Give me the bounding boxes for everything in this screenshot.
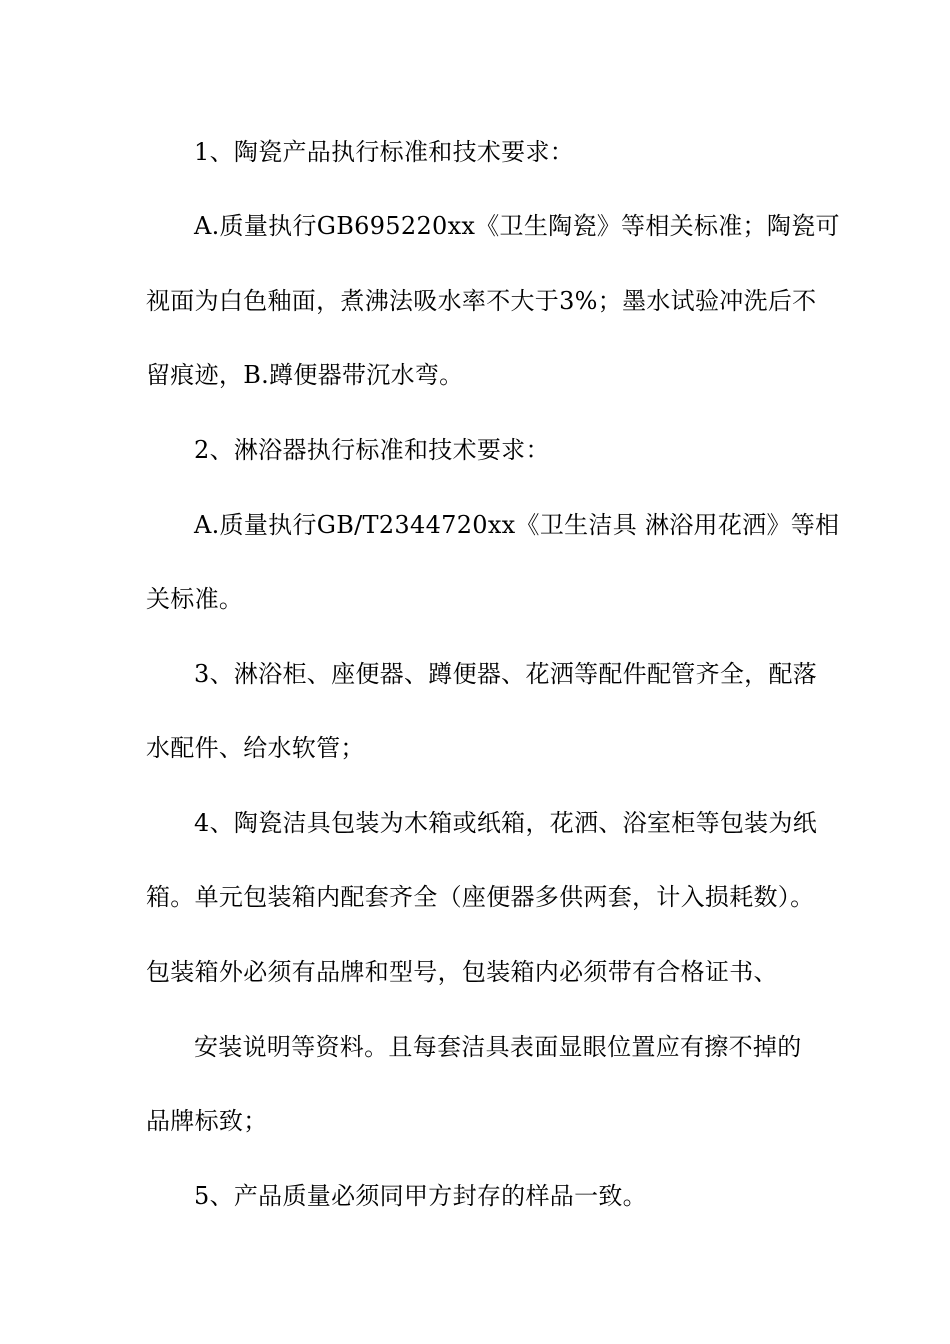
paragraph-line: 留痕迹，B.蹲便器带沉水弯。 [146,361,464,389]
paragraph-line: 包装箱外必须有品牌和型号，包装箱内必须带有合格证书、 [146,958,778,986]
section-4-line: 4、陶瓷洁具包装为木箱或纸箱，花洒、浴室柜等包装为纸 [194,809,818,837]
paragraph-line: A.质量执行GB/T2344720xx《卫生洁具 淋浴用花洒》等相 [194,511,840,539]
paragraph-line: 安装说明等资料。且每套洁具表面显眼位置应有擦不掉的 [194,1033,802,1061]
paragraph-line: 品牌标致； [146,1107,268,1135]
paragraph-line: 箱。单元包装箱内配套齐全（座便器多供两套，计入损耗数）。 [146,883,815,911]
section-5-line: 5、产品质量必须同甲方封存的样品一致。 [194,1182,647,1210]
paragraph-line: 视面为白色釉面，煮沸法吸水率不大于3%；墨水试验冲洗后不 [146,287,817,315]
paragraph-line: A.质量执行GB695220xx《卫生陶瓷》等相关标准；陶瓷可 [194,212,840,240]
paragraph-line: 水配件、给水软管； [146,734,365,762]
section-3-line: 3、淋浴柜、座便器、蹲便器、花洒等配件配管齐全，配落 [194,660,818,688]
paragraph-line: 关标准。 [146,585,244,613]
section-1-heading: 1、陶瓷产品执行标准和技术要求： [194,138,575,166]
section-2-heading: 2、淋浴器执行标准和技术要求： [194,436,550,464]
